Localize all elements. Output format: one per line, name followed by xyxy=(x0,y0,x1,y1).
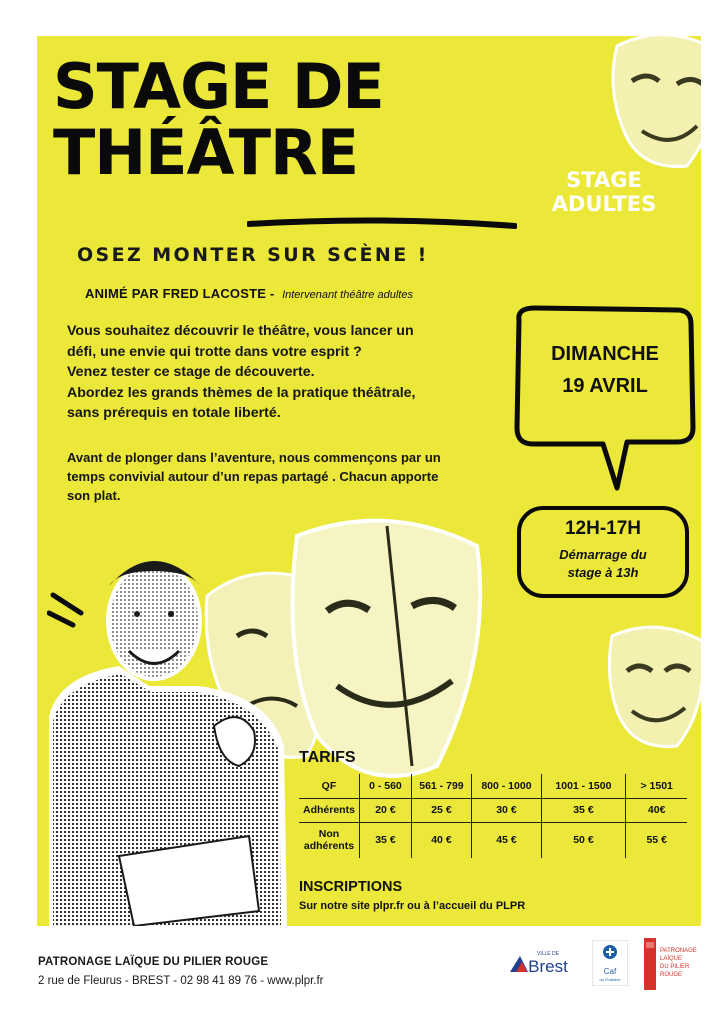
intro-paragraph: Vous souhaitez découvrir le théâtre, vous lancer un défi, une envie qui trotte dans votre esprit ? Venez tester ce stage de découverte. Abordez les grands thèmes de la pratique théâtrale, sans prérequis en totale liberté. xyxy=(67,323,416,421)
theatre-mask-right-illustration xyxy=(597,616,701,756)
date-speech-bubble xyxy=(507,302,697,502)
animator-role: Intervenant théâtre adultes xyxy=(282,289,413,301)
stage-adultes-label: STAGE ADULTES xyxy=(551,168,657,216)
organization-name: PATRONAGE LAÏQUE DU PILIER ROUGE xyxy=(38,956,269,968)
start-note: Démarrage du stage à 13h xyxy=(559,547,647,580)
plpr-logo-line-3: DU PILIER xyxy=(660,964,690,970)
table-row: Adhérents 20 € 25 € 30 € 35 € 40€ xyxy=(299,798,687,822)
title-underline-stroke xyxy=(247,214,517,234)
caf-logo-subtext: du Finistère xyxy=(599,977,621,982)
brest-logo xyxy=(508,948,572,978)
plpr-logo-line-2: LAÏQUE xyxy=(660,956,683,962)
caf-logo xyxy=(592,940,628,986)
title-line-1: STAGE DE xyxy=(53,50,384,123)
plpr-logo-line-1: PATRONAGE xyxy=(660,948,697,954)
poster xyxy=(37,36,701,926)
organization-address: 2 rue de Fleurus - BREST - 02 98 41 89 76 - www.plpr.fr xyxy=(38,975,324,987)
poster-title xyxy=(53,50,384,189)
inscriptions-heading: INSCRIPTIONS xyxy=(299,879,403,895)
table-row: QF 0 - 560 561 - 799 800 - 1000 1001 - 1500 > 1501 xyxy=(299,774,687,798)
plpr-logo xyxy=(644,938,700,990)
tarifs-heading: TARIFS xyxy=(299,749,356,766)
meal-paragraph: Avant de plonger dans l’aventure, nous commençons par un temps convivial autour d’un repas partagé . Chacun apporte son plat. xyxy=(67,450,441,503)
event-date: DIMANCHE 19 AVRIL xyxy=(551,343,659,397)
tarifs-table xyxy=(299,774,687,858)
theatre-mask-top-illustration xyxy=(597,36,701,176)
title-line-2: THÉÂTRE xyxy=(53,116,359,189)
plpr-logo-line-4: ROUGE xyxy=(660,972,683,978)
brest-logo-text: Brest xyxy=(528,957,568,976)
brest-logo-small-text: VILLE DE xyxy=(537,951,559,957)
animator-name: ANIMÉ PAR FRED LACOSTE - xyxy=(85,286,275,301)
event-hours: 12H-17H xyxy=(564,518,642,539)
animator-line xyxy=(85,286,413,301)
tagline: OSEZ MONTER SUR SCÈNE ! xyxy=(77,244,429,266)
table-row: Non adhérents 35 € 40 € 45 € 50 € 55 € xyxy=(299,822,687,858)
actor-photo xyxy=(39,526,289,926)
caf-logo-text: Caf xyxy=(603,967,617,976)
time-box xyxy=(517,506,689,598)
inscriptions-text: Sur notre site plpr.fr ou à l’accueil du PLPR xyxy=(299,900,526,912)
